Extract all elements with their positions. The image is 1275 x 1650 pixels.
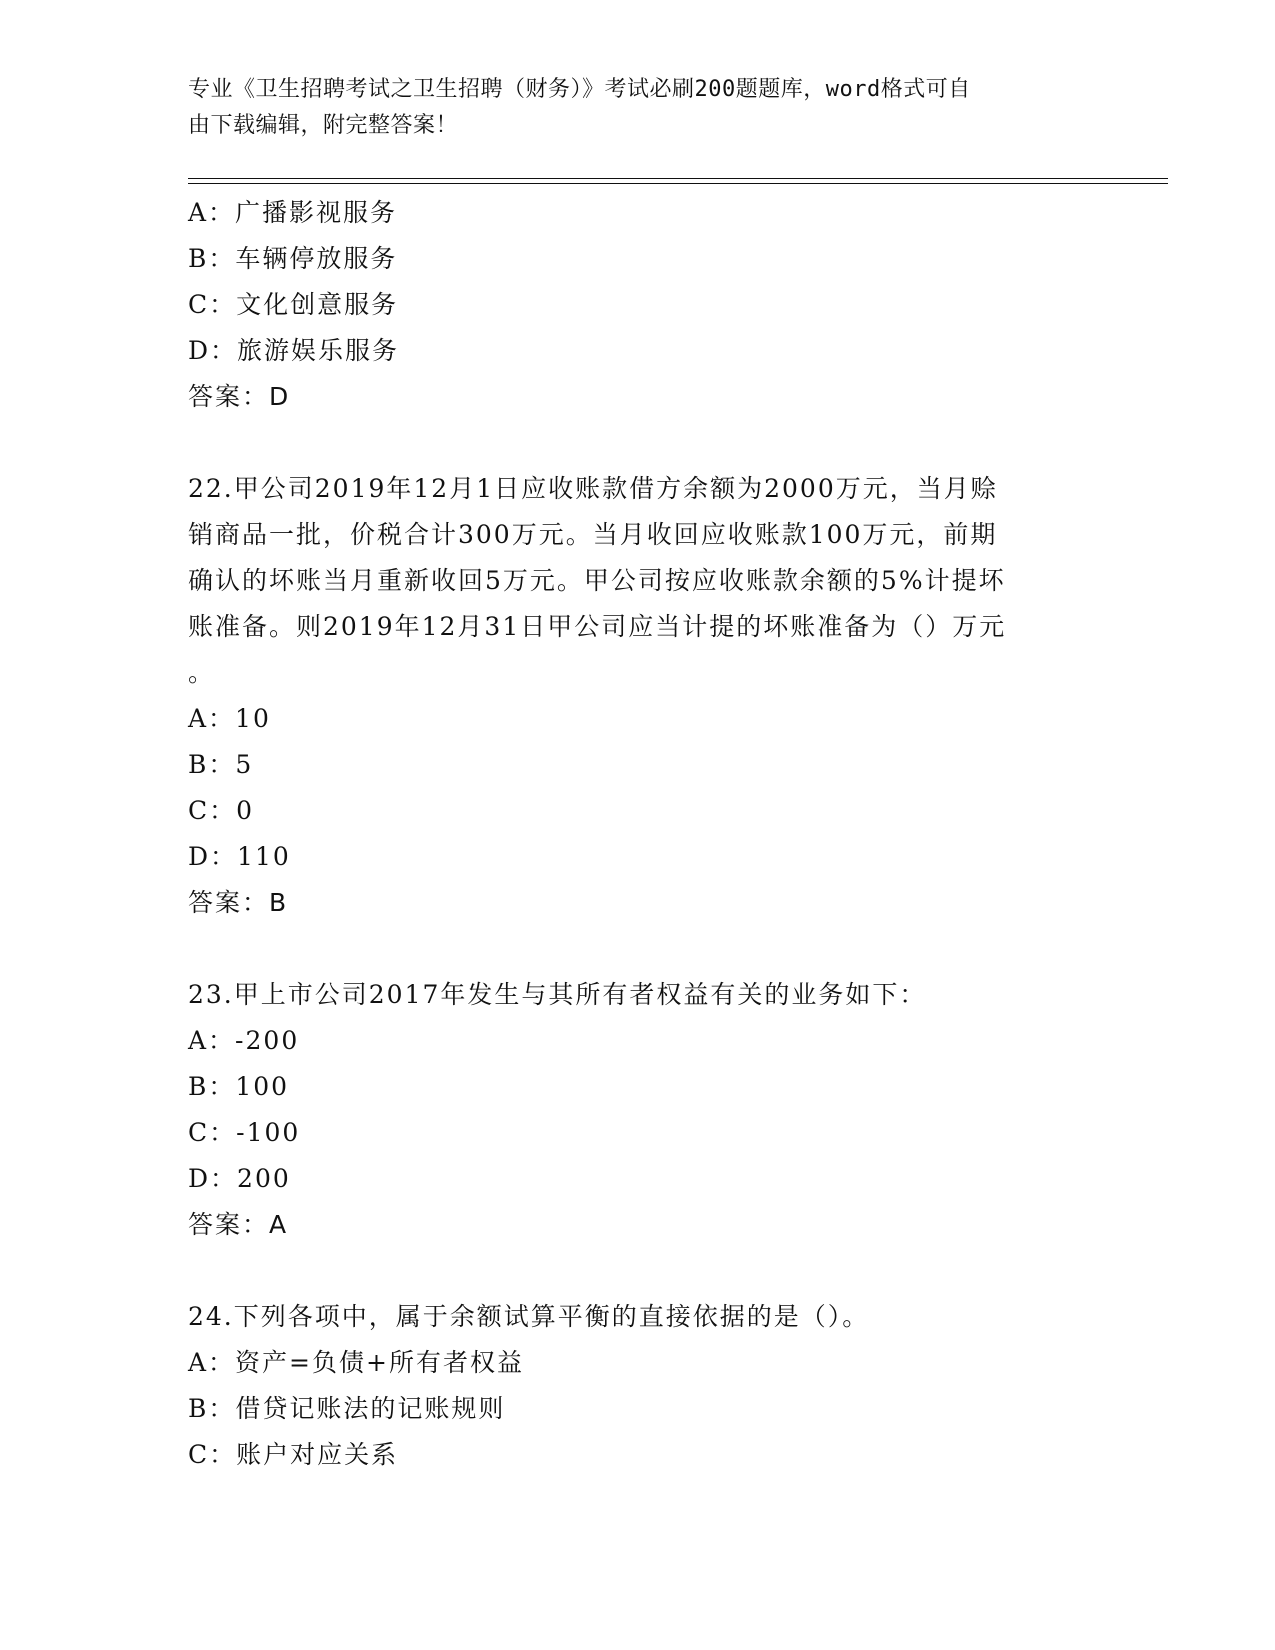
option-d: D：旅游娱乐服务	[188, 336, 400, 365]
option-d: D：200	[188, 1164, 291, 1193]
answer: 答案：D	[188, 382, 291, 411]
option-c: C：文化创意服务	[188, 290, 399, 319]
question-list	[188, 190, 1088, 1478]
question-block	[188, 1294, 1088, 1478]
option-b: B：车辆停放服务	[188, 244, 398, 273]
question-stem: 。	[188, 658, 216, 687]
option-a: A：10	[188, 704, 271, 733]
option-c: C：账户对应关系	[188, 1440, 399, 1469]
divider	[188, 178, 1168, 179]
question-block	[188, 190, 1088, 420]
option-a: A：-200	[188, 1026, 300, 1055]
header-line: 专业《卫生招聘考试之卫生招聘（财务）》考试必刷200题题库，word格式可自	[188, 77, 971, 102]
option-b: B：借贷记账法的记账规则	[188, 1394, 506, 1423]
header-line: 由下载编辑，附完整答案！	[188, 113, 459, 138]
option-c: C：-100	[188, 1118, 301, 1147]
option-b: B：5	[188, 750, 254, 779]
answer: 答案：B	[188, 888, 289, 917]
question-stem: 24.下列各项中，属于余额试算平衡的直接依据的是（）。	[188, 1302, 870, 1331]
question-stem: 销商品一批，价税合计300万元。当月收回应收账款100万元，前期	[188, 520, 998, 549]
document-header	[188, 72, 1088, 144]
answer: 答案：A	[188, 1210, 289, 1239]
question-block	[188, 466, 1088, 926]
option-b: B：100	[188, 1072, 290, 1101]
option-c: C：0	[188, 796, 255, 825]
question-stem: 22.甲公司2019年12月1日应收账款借方余额为2000万元，当月赊	[188, 474, 998, 503]
divider	[188, 183, 1168, 184]
question-stem: 23.甲上市公司2017年发生与其所有者权益有关的业务如下：	[188, 980, 927, 1009]
option-d: D：110	[188, 842, 291, 871]
question-block	[188, 972, 1088, 1248]
question-stem: 确认的坏账当月重新收回5万元。甲公司按应收账款余额的5%计提坏	[188, 566, 1006, 595]
option-a: A：广播影视服务	[188, 198, 398, 227]
option-a: A：资产=负债+所有者权益	[188, 1348, 524, 1377]
question-stem: 账准备。则2019年12月31日甲公司应当计提的坏账准备为（）万元	[188, 612, 1007, 641]
